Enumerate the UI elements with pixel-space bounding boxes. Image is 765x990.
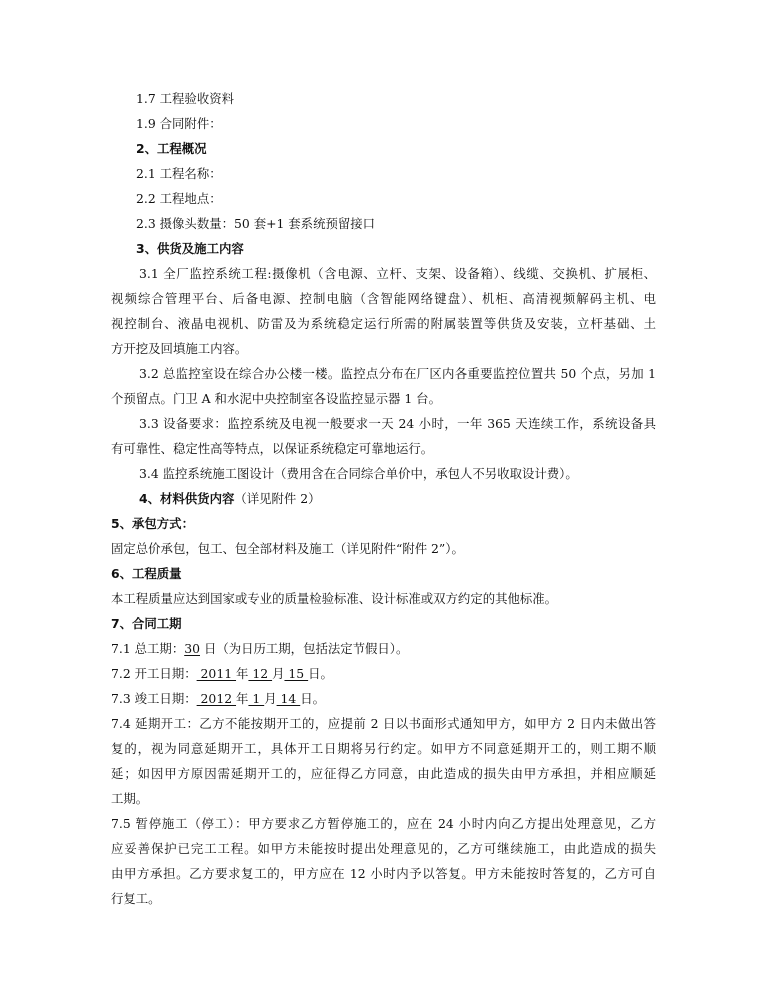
para-3-4: 3.4 监控系统施工图设计（费用含在合同综合单价中，承包人不另收取设计费）。 — [139, 466, 578, 481]
para-5: 固定总价承包，包工、包全部材料及施工（详见附件“附件 2”）。 — [111, 541, 464, 556]
start-date-label: 7.2 开工日期： — [111, 666, 197, 681]
para-7-4-line: 延；如因甲方原因需延期开工的，应征得乙方同意，由此造成的损失由甲方承担，并相应顺延 — [111, 766, 656, 781]
start-year-value: 2011 — [196, 666, 237, 681]
para-3-2-line: 3.2 总监控室设在综合办公楼一楼。监控点分布在厂区内各重要监控位置共 50 个点，另加 1 — [139, 366, 656, 381]
para-7-3 — [111, 691, 656, 707]
end-year-unit: 年 — [236, 691, 249, 706]
para-3-3-line: 有可靠性、稳定性高等特点，以保证系统稳定可靠地运行。 — [111, 441, 434, 456]
end-date-label: 7.3 竣工日期： — [111, 691, 197, 706]
para-7-5-line: 行复工。 — [111, 891, 161, 906]
heading-6: 6、工程质量 — [111, 566, 182, 581]
start-day-unit: 日。 — [308, 666, 333, 681]
total-days-value: 30 — [184, 641, 200, 656]
heading-4-note: （详见附件 2） — [234, 491, 321, 506]
para-7-5-line: 7.5 暂停施工（停工）：甲方要求乙方暂停施工的，应在 24 小时内向乙方提出处理意见，乙方 — [111, 816, 656, 831]
section-2-3: 2.3 摄像头数量：50 套+1 套系统预留接口 — [136, 216, 376, 231]
end-month-value: 1 — [248, 691, 265, 706]
para-3-1-line: 视频综合管理平台、后备电源、控制电脑（含智能网络键盘）、机柜、高清视频解码主机、电 — [111, 291, 656, 306]
end-month-unit: 月 — [264, 691, 277, 706]
para-7-1-note: 日（为日历工期，包括法定节假日）。 — [200, 641, 409, 656]
para-7-4-line: 工期。 — [111, 791, 149, 806]
para-3-3-line: 3.3 设备要求：监控系统及电视一般要求一天 24 小时，一年 365 天连续工作，系统设备具 — [139, 416, 656, 431]
para-7-4-line: 复的，视为同意延期开工，具体开工日期将另行约定。如甲方不同意延期开工的，则工期不顺 — [111, 741, 656, 756]
para-3-2-line: 个预留点。门卫 A 和水泥中央控制室各设监控显示器 1 台。 — [111, 391, 441, 406]
para-3-1-line: 3.1 全厂监控系统工程:摄像机（含电源、立杆、支架、设备箱）、线缆、交换机、扩展柜、 — [139, 266, 656, 281]
para-3-1-line: 视控制台、液晶电视机、防雷及为系统稳定运行所需的附属装置等供货及安装，立杆基础、土 — [111, 316, 656, 331]
para-7-2 — [111, 666, 656, 682]
heading-3: 3、供货及施工内容 — [136, 241, 244, 256]
para-7-5-line: 应妥善保护已完工工程。如甲方未能按时提出处理意见的，乙方可继续施工，由此造成的损失 — [111, 841, 656, 856]
end-year-value: 2012 — [196, 691, 237, 706]
section-1-9: 1.9 合同附件： — [136, 116, 222, 131]
end-day-value: 14 — [276, 691, 301, 706]
start-month-value: 12 — [248, 666, 273, 681]
heading-5: 5、承包方式： — [111, 516, 194, 531]
para-7-4-line: 7.4 延期开工：乙方不能按期开工的，应提前 2 日以书面形式通知甲方，如甲方 2 日内未做出答 — [111, 716, 656, 731]
heading-7: 7、合同工期 — [111, 616, 182, 631]
start-day-value: 15 — [284, 666, 309, 681]
start-month-unit: 月 — [272, 666, 285, 681]
end-day-unit: 日。 — [300, 691, 326, 706]
heading-2: 2、工程概况 — [136, 141, 207, 156]
para-6: 本工程质量应达到国家或专业的质量检验标准、设计标准或双方约定的其他标准。 — [111, 591, 558, 606]
heading-4-title: 4、材料供货内容 — [139, 491, 235, 506]
heading-4 — [139, 491, 656, 507]
para-7-5-line: 由甲方承担。乙方要求复工的，甲方应在 12 小时内予以答复。甲方未能按时答复的，乙方可自 — [111, 866, 656, 881]
start-year-unit: 年 — [236, 666, 249, 681]
section-1-7: 1.7 工程验收资料 — [136, 91, 234, 106]
para-3-1-line: 方开挖及回填施工内容。 — [111, 341, 248, 356]
section-2-1: 2.1 工程名称： — [136, 166, 222, 181]
para-7-1 — [111, 641, 656, 657]
para-7-1-label: 7.1 总工期： — [111, 641, 185, 656]
section-2-2: 2.2 工程地点： — [136, 191, 222, 206]
